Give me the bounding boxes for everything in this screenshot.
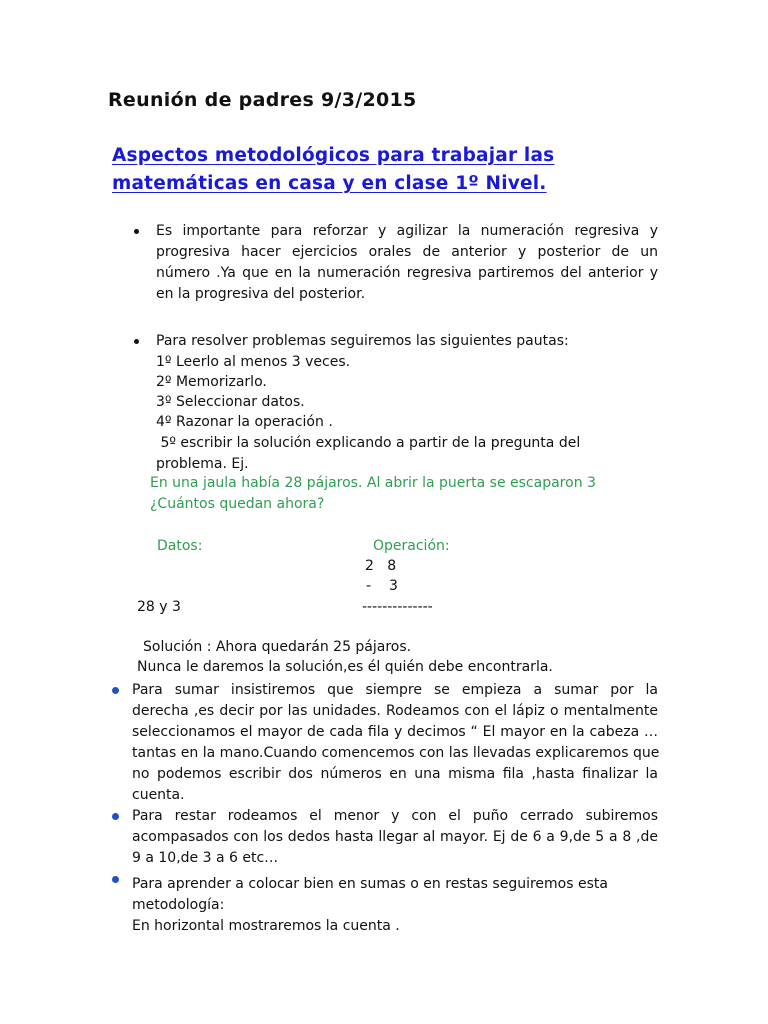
paragraph-line: 9 a 10,de 3 a 6 etc… <box>132 850 279 866</box>
paragraph-line: Para sumar insistiremos que siempre se empieza a sumar por la <box>132 682 658 698</box>
paragraph-line: Es importante para reforzar y agilizar la numeración regresiva y <box>156 223 658 239</box>
paragraph-restar <box>132 806 658 869</box>
step-item: 2º Memorizarlo. <box>156 374 267 390</box>
datos-value: 28 y 3 <box>137 599 181 615</box>
step-item: 1º Leerlo al menos 3 veces. <box>156 354 351 370</box>
problem-steps-intro: Para resolver problemas seguiremos las siguientes pautas: <box>156 333 569 349</box>
example-problem-line-1: En una jaula había 28 pájaros. Al abrir la puerta se escaparon 3 <box>150 475 596 491</box>
solution-text: Solución : Ahora quedarán 25 pájaros. <box>143 639 412 655</box>
bullet-icon <box>112 813 119 820</box>
paragraph-line: seleccionamos el mayor de cada fila y decimos “ El mayor en la cabeza … <box>132 724 658 740</box>
step-item: 5º escribir la solución explicando a partir de la pregunta del <box>156 435 581 451</box>
paragraph-line: número .Ya que en la numeración regresiva partiremos del anterior y <box>156 265 658 281</box>
paragraph-line: derecha ,es decir por las unidades. Rodeamos con el lápiz o mentalmente <box>132 703 658 719</box>
bullet-icon <box>112 687 119 694</box>
datos-label: Datos: <box>157 538 203 554</box>
solution-note: Nunca le daremos la solución,es él quién debe encontrarla. <box>137 659 553 675</box>
paragraph-line: progresiva hacer ejercicios orales de anterior y posterior de un <box>156 244 658 260</box>
operation-top-number: 2 8 <box>365 558 397 574</box>
bullet-icon <box>112 876 119 883</box>
paragraph-line: no podemos escribir dos números en una misma fila ,hasta finalizar la <box>132 766 658 782</box>
step-item: 4º Razonar la operación . <box>156 414 333 430</box>
page-title: Reunión de padres 9/3/2015 <box>108 89 417 111</box>
example-problem-line-2: ¿Cuántos quedan ahora? <box>150 496 325 512</box>
operacion-label: Operación: <box>373 538 450 554</box>
operation-minus-sign: - <box>366 578 372 594</box>
operation-subtrahend: 3 <box>389 578 398 594</box>
paragraph-line: en la progresiva del posterior. <box>156 286 366 302</box>
bullet-icon <box>134 339 139 344</box>
paragraph-sumar <box>132 680 658 806</box>
paragraph-line: Para restar rodeamos el menor y con el puño cerrado subiremos <box>132 808 658 824</box>
paragraph-line: acompasados con los dedos hasta llegar al mayor. Ej de 6 a 9,de 5 a 8 ,de <box>132 829 658 845</box>
paragraph-colocar-line-1: Para aprender a colocar bien en sumas o en restas seguiremos esta <box>132 876 608 892</box>
subtitle-line-2: matemáticas en casa y en clase 1º Nivel. <box>112 173 547 194</box>
paragraph-colocar-line-2: metodología: <box>132 897 225 913</box>
step-item: 3º Seleccionar datos. <box>156 394 305 410</box>
bullet-icon <box>134 229 139 234</box>
paragraph-numeracion <box>156 221 658 305</box>
paragraph-line: cuenta. <box>132 787 185 803</box>
paragraph-colocar-line-3: En horizontal mostraremos la cuenta . <box>132 918 400 934</box>
operation-rule: -------------- <box>362 599 433 615</box>
step-item: problema. Ej. <box>156 456 249 472</box>
paragraph-line: tantas en la mano.Cuando comencemos con las llevadas explicaremos que <box>132 745 660 761</box>
subtitle-line-1: Aspectos metodológicos para trabajar las <box>112 145 555 166</box>
